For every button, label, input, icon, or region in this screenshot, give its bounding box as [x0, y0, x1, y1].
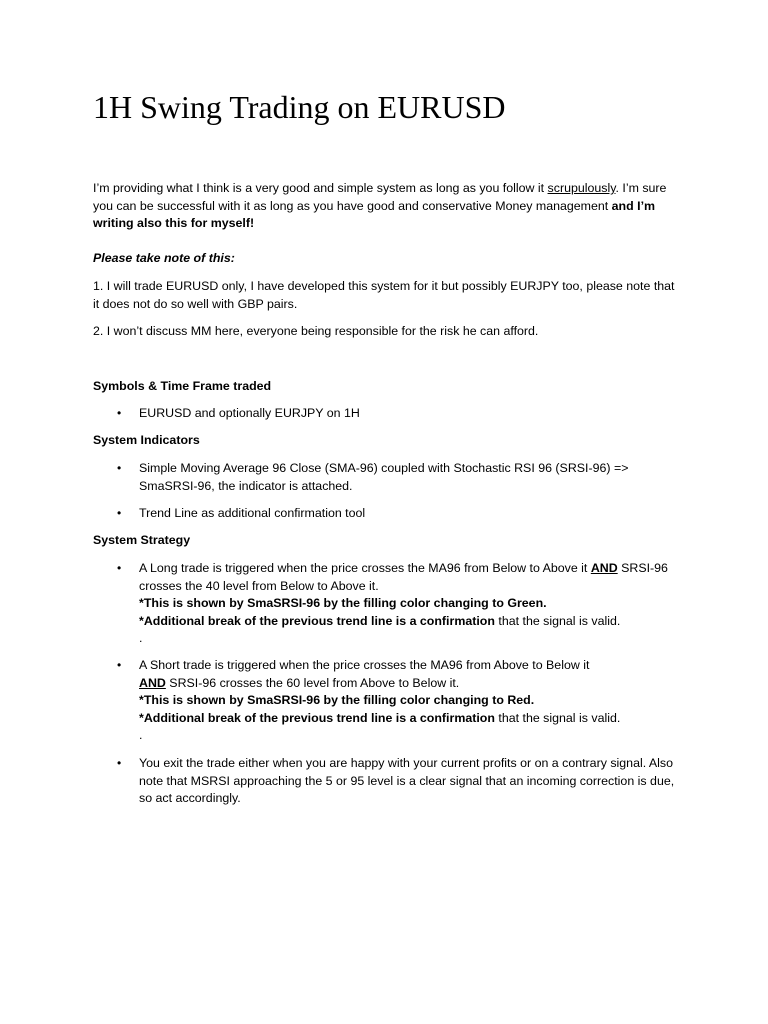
- bullet-icon: •: [117, 561, 122, 575]
- indicator-item-text: Simple Moving Average 96 Close (SMA-96) coupled with Stochastic RSI 96 (SRSI-96) => SmaSRSI-96, the indicator is attached.: [139, 461, 629, 493]
- long-dot-line: .: [139, 631, 143, 645]
- bullet-icon: •: [117, 658, 122, 672]
- long-trade-text: A Long trade is triggered when the price crosses the MA96 from Below to Above it AND SRSI-96 crosses the 40 level from Below to Above it.: [139, 561, 668, 593]
- document-title: 1H Swing Trading on EURUSD: [93, 89, 506, 125]
- indicator-list-item: [117, 460, 684, 495]
- note-heading: Please take note of this:: [93, 251, 235, 265]
- intro-text-2: . I’m sure you can be successful with it as long as you have good and conservative Money management: [93, 181, 667, 213]
- intro-underlined-word: scrupulously: [547, 181, 616, 195]
- long-confirmation-line: *Additional break of the previous trend line is a confirmation that the signal is valid.: [139, 613, 621, 628]
- short-dot-line: .: [139, 728, 143, 742]
- indicator-list-item: [117, 505, 684, 523]
- bullet-icon: •: [117, 506, 122, 520]
- bullet-icon: •: [117, 756, 122, 770]
- note-item-1: 1. I will trade EURUSD only, I have developed this system for it but possibly EURJPY too, please note that it does not do so well with GBP pairs.: [93, 279, 675, 311]
- intro-paragraph: [93, 180, 683, 233]
- strategy-short-item: [117, 657, 684, 745]
- strategy-heading: System Strategy: [93, 533, 191, 547]
- bullet-icon: •: [117, 406, 122, 420]
- short-trade-text: A Short trade is triggered when the price crosses the MA96 from Above to Below it AND SRSI-96 crosses the 60 level from Above to Below it.: [139, 658, 590, 690]
- intro-text-1: I’m providing what I think is a very good and simple system as long as you follow it: [93, 181, 548, 195]
- long-shown-line: *This is shown by SmaSRSI-96 by the filling color changing to Green.: [139, 596, 547, 610]
- bullet-icon: •: [117, 461, 122, 475]
- note-item-2: 2. I won’t discuss MM here, everyone being responsible for the risk he can afford.: [93, 324, 539, 338]
- strategy-long-item: [117, 560, 684, 648]
- short-confirmation-line: *Additional break of the previous trend line is a confirmation that the signal is valid.: [139, 710, 621, 725]
- and-emphasis: AND: [139, 675, 166, 690]
- symbols-item-text: EURUSD and optionally EURJPY on 1H: [139, 406, 360, 420]
- indicators-heading: System Indicators: [93, 433, 200, 447]
- symbols-list-item: [117, 405, 684, 423]
- short-shown-line: *This is shown by SmaSRSI-96 by the filling color changing to Red.: [139, 693, 535, 707]
- exit-text: You exit the trade either when you are happy with your current profits or on a contrary signal. Also note that MSRSI approaching the 5 or 95 level is a clear signal that an incoming correction is due, so act accordingly.: [139, 756, 675, 805]
- indicator-item-text: Trend Line as additional confirmation tool: [139, 506, 366, 520]
- strategy-exit-item: [117, 755, 684, 808]
- and-emphasis: AND: [590, 561, 618, 575]
- intro-bold-text: and I’m writing also this for myself!: [93, 198, 656, 230]
- symbols-heading: Symbols & Time Frame traded: [93, 379, 272, 393]
